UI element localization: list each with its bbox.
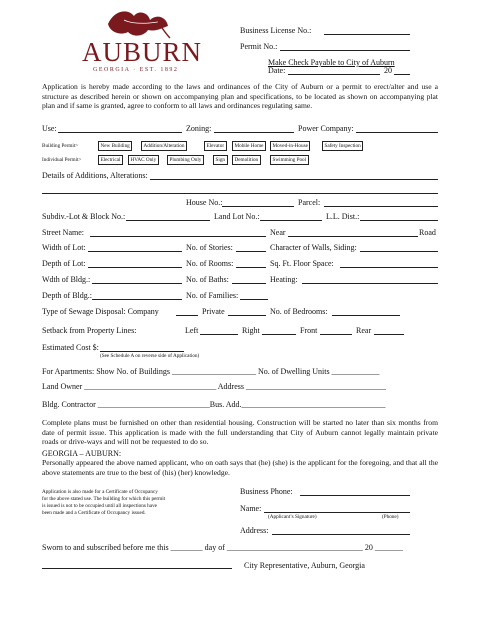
individual-permit-label: Individual Permit> [42,157,82,163]
checkbox-plumbing-only[interactable]: Plumbing Only [167,155,204,165]
land-owner-line: Land Owner _________________________________ Address ___________________________________ [42,382,386,391]
cert-note-line: Application is also made for a Certificate of Occupancy [42,489,158,495]
width-lot-field[interactable] [88,251,182,252]
no-bedrooms-label: No. of Bedrooms: [270,307,328,316]
use-field[interactable] [58,132,182,133]
no-baths-label: No. of Baths: [186,275,229,284]
logo-tagline: GEORGIA · EST. 1892 [93,67,179,73]
sq-ft-field[interactable] [340,267,438,268]
private-label: Private [202,307,225,316]
no-baths-field[interactable] [232,283,266,284]
checkbox-hvac-only[interactable]: HVAC Only [128,155,159,165]
power-company-label: Power Company: [298,124,354,133]
checkbox-mobile-home[interactable]: Mobile Home [232,141,266,151]
width-bldg-label: Wdth of Bldg.: [42,275,91,284]
land-lot-no-label: Land Lot No.: [214,212,260,221]
no-rooms-label: No. of Rooms: [186,259,234,268]
details-field-1[interactable] [150,179,438,180]
intro-paragraph: Application is hereby made according to the laws and ordinances of the City of Auburn or a permit to erect/alter and use a structure as described herein or shown on accompanying plan and specifications, to be located as shown on accompanying plat plan and if same is granted, agree to conform to all laws and ordinances regulating same. [42,82,438,111]
business-license-field[interactable] [324,34,410,35]
no-rooms-field[interactable] [236,267,266,268]
checkbox-demolition[interactable]: Demolition [232,155,261,165]
complete-plans-paragraph: Complete plans must be furnished on other than residential housing. Construction will be started no later than six months from date of permit issue. This application is made with the full understanding that City of Auburn cannot legally maintain private roads or drive-ways and will not be requested to do so. [42,418,438,447]
apartments-line: For Apartments: Show No. of Buildings _____________________ No. of Dwelling Units ____________ [42,367,380,376]
business-license-label: Business License No.: [240,26,312,35]
no-families-label: No. of Families: [186,291,239,300]
setback-right-field[interactable] [262,334,296,335]
setback-front-field[interactable] [320,334,352,335]
checkbox-electrical[interactable]: Electrical [98,155,123,165]
year-prefix: 20 [384,66,392,75]
character-walls-label: Character of Walls, Siding: [270,243,357,252]
setback-label: Setback from Property Lines: [42,326,137,335]
city-rep-label: City Representative, Auburn, Georgia [244,561,365,570]
address-field[interactable] [272,534,410,535]
zoning-field[interactable] [214,132,294,133]
year-field[interactable] [394,74,410,75]
parcel-field[interactable] [324,206,438,207]
street-name-label: Street Name: [42,228,84,237]
setback-right-label: Right [242,326,260,335]
details-field-2[interactable] [42,193,438,194]
name-label: Name: [240,504,262,513]
business-phone-field[interactable] [300,495,410,496]
no-bedrooms-field[interactable] [332,315,400,316]
sewage-label: Type of Sewage Disposal: Company [42,307,159,316]
no-stories-label: No. of Stories: [186,243,233,252]
house-no-field[interactable] [222,206,294,207]
date-label: Date: [268,66,286,75]
street-name-field[interactable] [90,236,266,237]
business-phone-label: Business Phone: [240,487,293,496]
depth-bldg-label: Depth of Bldg.: [42,291,92,300]
permit-no-label: Permit No.: [240,42,278,51]
cert-note-line: is issued is not to be occupied until all inspections have [42,503,157,509]
depth-lot-label: Depth of Lot: [42,259,86,268]
setback-left-label: Left [185,326,199,335]
no-families-field[interactable] [240,299,268,300]
sq-ft-label: Sq. Ft. Floor Space: [270,259,334,268]
house-no-label: House No.: [186,198,223,207]
city-rep-signature-field[interactable] [42,568,232,569]
sewage-company-field[interactable] [176,315,198,316]
applicant-signature-caption: (Applicant’s Signature) [268,514,317,520]
width-bldg-field[interactable] [92,283,182,284]
oath-paragraph: Personally appeared the above named applicant, who on oath says that (he) (she) is the applicant for the foregoing, and that all the above statements are true to the best of (his) (her) knowledge. [42,458,438,477]
setback-rear-field[interactable] [374,334,404,335]
depth-lot-field[interactable] [88,267,182,268]
logo-wordmark: AUBURN [82,37,203,67]
schedule-note: (See Schedule A on reverse side of Application) [100,353,200,359]
setback-front-label: Front [300,326,318,335]
heating-field[interactable] [302,283,438,284]
checkbox-new-building[interactable]: New Building [98,141,132,151]
permit-no-field[interactable] [280,50,410,51]
parcel-label: Parcel: [298,198,321,207]
checkbox-addition-alteration[interactable]: Addition/Alteration [141,141,187,151]
ll-dist-field[interactable] [360,220,438,221]
date-field[interactable] [288,74,380,75]
no-stories-field[interactable] [236,251,266,252]
estimated-cost-label: Estimated Cost $: [42,343,99,352]
checkbox-moved-in-house[interactable]: Moved-in-House [270,141,310,151]
road-label: Road [419,228,436,237]
setback-rear-label: Rear [356,326,372,335]
width-lot-label: Width of Lot: [42,243,86,252]
depth-bldg-field[interactable] [92,299,182,300]
contractor-line: Bldg. Contractor ____________________________Bus. Add.____________________________________ [42,400,386,409]
heating-label: Heating: [270,275,298,284]
use-label: Use: [42,124,57,133]
cert-note-line: for the above stated use. The building for which this permit [42,496,166,502]
near-label: Near [270,228,286,237]
character-walls-field[interactable] [360,251,438,252]
setback-left-field[interactable] [200,334,238,335]
estimated-cost-field[interactable] [100,351,184,352]
phone-caption: (Phone) [382,514,399,520]
sewage-private-field[interactable] [228,315,266,316]
check-payable-note: Make Check Payable to City of Auburn [268,58,395,67]
oak-leaf-icon [104,6,174,40]
checkbox-safety-inspection[interactable]: Safety Inspection [322,141,363,151]
applicant-signature-field[interactable] [264,512,410,513]
subdiv-label: Subdiv.-Lot & Block No.: [42,212,126,221]
land-lot-no-field[interactable] [260,220,322,221]
checkbox-elevator[interactable]: Elevator [204,141,227,151]
address-label: Address: [240,526,269,535]
zoning-label: Zoning: [186,124,212,133]
sworn-line: Sworn to and subscribed before me this ________ day of __________________________________ 20 _______ [42,543,403,552]
cert-note-line: been made and a Certificate of Occupancy issued. [42,510,146,516]
ll-dist-label: L.L. Dist.: [326,212,360,221]
checkbox-sign[interactable]: Sign [213,155,228,165]
building-permit-label: Building Permit> [42,143,79,149]
near-field[interactable] [288,236,418,237]
checkbox-swimming-pool[interactable]: Swimming Pool [270,155,309,165]
subdiv-field[interactable] [126,220,210,221]
power-company-field[interactable] [356,132,438,133]
georgia-label: GEORGIA – AUBURN: [42,449,122,458]
details-label: Details of Additions, Alterations: [42,171,148,180]
